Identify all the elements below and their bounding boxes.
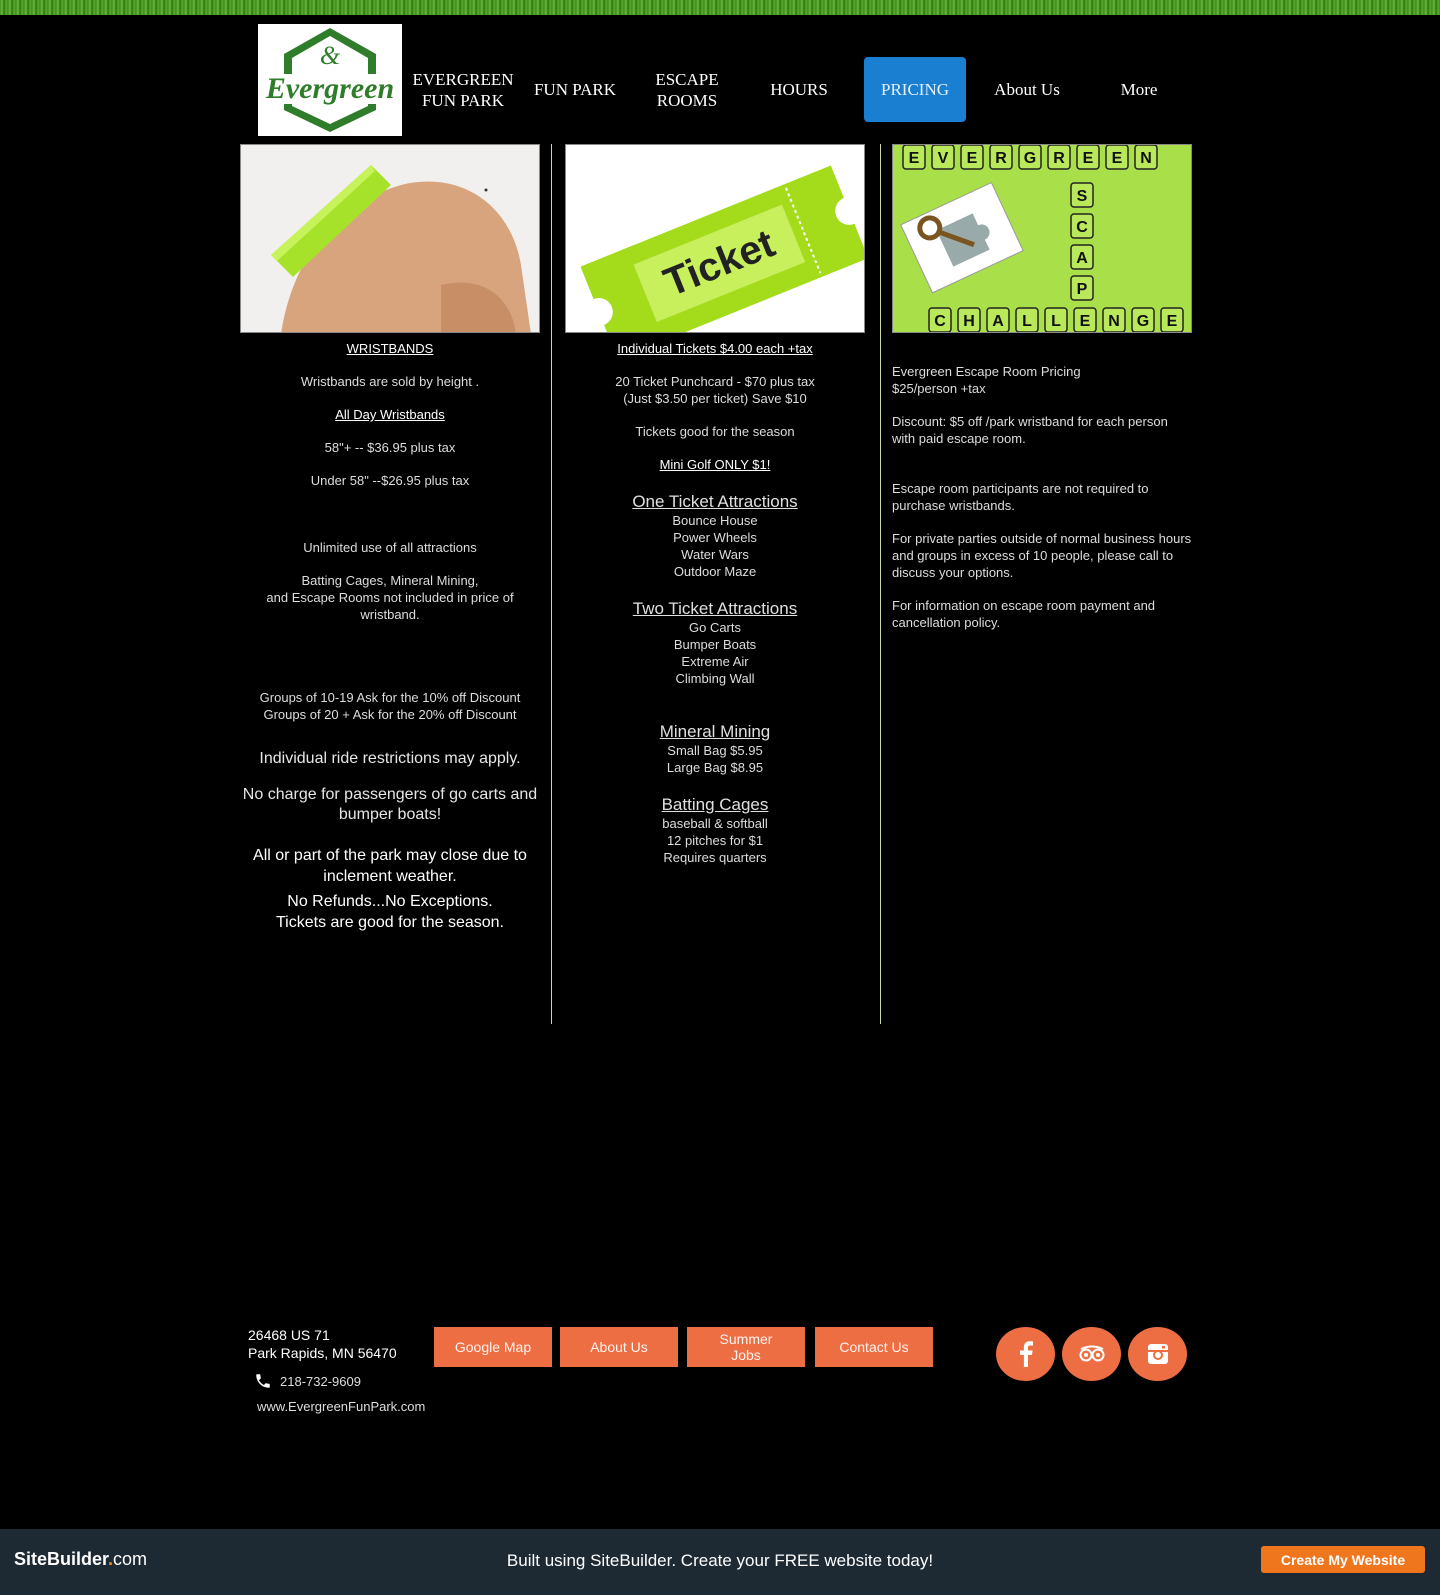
two-ticket-item: Climbing Wall bbox=[675, 671, 755, 686]
letter-tile-text: S bbox=[1076, 188, 1088, 205]
sitebuilder-com: com bbox=[113, 1549, 148, 1569]
escape-challenge-image bbox=[892, 144, 1192, 333]
google-map-button[interactable]: Google Map bbox=[434, 1327, 552, 1367]
punchcard-price: 20 Ticket Punchcard - $70 plus tax bbox=[615, 374, 815, 389]
ride-restrictions: Individual ride restrictions may apply. bbox=[259, 750, 521, 767]
escape-room-column bbox=[892, 144, 1192, 631]
column-divider bbox=[880, 144, 881, 1024]
mini-golf-price: Mini Golf ONLY $1! bbox=[659, 457, 771, 472]
batting-cages-heading: Batting Cages bbox=[661, 795, 769, 814]
escape-pricing-price: $25/person +tax bbox=[892, 381, 986, 396]
instagram-button[interactable] bbox=[1128, 1327, 1187, 1381]
unlimited-use: Unlimited use of all attractions bbox=[303, 540, 477, 555]
facebook-button[interactable] bbox=[996, 1327, 1055, 1381]
facebook-icon bbox=[1015, 1341, 1037, 1367]
all-day-wristbands: All Day Wristbands bbox=[335, 407, 445, 422]
nav-evergreen-fun-park[interactable]: EVERGREEN FUN PARK bbox=[412, 69, 514, 110]
nav-pricing[interactable]: PRICING bbox=[864, 57, 966, 122]
escape-discount: Discount: $5 off /park wristband for each person with paid escape room. bbox=[892, 414, 1168, 446]
ticket-image bbox=[565, 144, 865, 333]
letter-tile-text: N bbox=[1108, 313, 1120, 330]
letter-tile-text: H bbox=[963, 313, 975, 330]
price-under-58: Under 58" --$26.95 plus tax bbox=[310, 473, 470, 488]
payment-policy-note: For information on escape room payment and cancellation policy. bbox=[892, 598, 1156, 630]
letter-tile-text: E bbox=[966, 150, 978, 167]
nav-more[interactable]: More bbox=[1120, 80, 1158, 99]
letter-tile-text: V bbox=[937, 150, 949, 167]
mining-item: Small Bag $5.95 bbox=[667, 743, 763, 758]
tripadvisor-icon bbox=[1079, 1345, 1105, 1363]
letter-tile-text: E bbox=[1166, 313, 1178, 330]
one-ticket-heading: One Ticket Attractions bbox=[632, 492, 798, 511]
escape-pricing-title: Evergreen Escape Room Pricing bbox=[892, 364, 1081, 379]
one-ticket-item: Outdoor Maze bbox=[673, 564, 757, 579]
sitebuilder-promo-text: Built using SiteBuilder. Create your FREE website today! bbox=[506, 1551, 934, 1570]
tickets-good-season: Tickets good for the season bbox=[635, 424, 795, 439]
evergreen-logo-image bbox=[258, 24, 402, 136]
contact-us-button[interactable]: Contact Us bbox=[815, 1327, 933, 1367]
svg-text:Ticket: Ticket bbox=[657, 221, 781, 306]
one-ticket-item: Power Wheels bbox=[673, 530, 757, 545]
weather-note: All or part of the park may close due to inclement weather. bbox=[253, 847, 527, 885]
two-ticket-item: Go Carts bbox=[688, 620, 741, 635]
wristbands-heading: WRISTBANDS bbox=[346, 341, 434, 356]
letter-tile-text: G bbox=[1136, 313, 1150, 330]
letter-tile-text: A bbox=[992, 313, 1004, 330]
letter-tile-text: E bbox=[1111, 150, 1123, 167]
sitebuilder-brand: SiteBuilder bbox=[14, 1549, 109, 1569]
two-ticket-heading: Two Ticket Attractions bbox=[632, 599, 798, 618]
group-discount-10: Groups of 10-19 Ask for the 10% off Discount bbox=[259, 690, 521, 705]
summer-jobs-button[interactable]: Summer Jobs bbox=[687, 1327, 805, 1367]
letter-tile-text: A bbox=[1076, 250, 1088, 267]
letter-tile-text: L bbox=[1022, 313, 1032, 330]
punchcard-savings: (Just $3.50 per ticket) Save $10 bbox=[623, 391, 807, 406]
one-ticket-item: Water Wars bbox=[681, 547, 749, 562]
letter-tile-text: P bbox=[1076, 281, 1088, 298]
site-logo[interactable] bbox=[258, 24, 402, 136]
svg-text:Evergreen: Evergreen bbox=[265, 72, 395, 105]
wristbands-column bbox=[240, 144, 540, 933]
letter-tile-text: R bbox=[1053, 150, 1065, 167]
svg-text:&: & bbox=[319, 41, 341, 70]
phone-number[interactable]: 218-732-9609 bbox=[280, 1373, 361, 1389]
letter-tile-text: E bbox=[1082, 150, 1094, 167]
letter-tile-text: C bbox=[934, 313, 946, 330]
group-discount-20: Groups of 20 + Ask for the 20% off Discount bbox=[263, 707, 517, 722]
sitebuilder-dot: . bbox=[108, 1549, 114, 1569]
passengers-note: No charge for passengers of go carts and bumper boats! bbox=[242, 786, 538, 823]
letter-tile-text: C bbox=[1076, 219, 1088, 236]
address-line-2: Park Rapids, MN 56470 bbox=[248, 1345, 397, 1361]
letter-tile-text: L bbox=[1051, 313, 1061, 330]
individual-tickets-heading: Individual Tickets $4.00 each +tax bbox=[617, 341, 813, 356]
price-over-58: 58"+ -- $36.95 plus tax bbox=[324, 440, 456, 455]
address bbox=[248, 1326, 397, 1362]
letter-tile-text: G bbox=[1023, 150, 1037, 167]
batting-item: Requires quarters bbox=[663, 850, 767, 865]
phone-icon bbox=[254, 1372, 272, 1390]
tickets-column bbox=[565, 144, 865, 866]
nav-about-us[interactable]: About Us bbox=[994, 80, 1060, 99]
wristband-image bbox=[240, 144, 540, 333]
two-ticket-item: Bumper Boats bbox=[673, 637, 757, 652]
column-divider bbox=[551, 144, 552, 1024]
address-line-1: 26468 US 71 bbox=[248, 1327, 330, 1343]
sold-by-height: Wristbands are sold by height . bbox=[300, 374, 480, 389]
letter-tile-text: E bbox=[1079, 313, 1091, 330]
sitebuilder-bar bbox=[0, 1529, 1440, 1595]
letter-tile-text: N bbox=[1140, 150, 1152, 167]
mineral-mining-heading: Mineral Mining bbox=[659, 722, 771, 741]
mining-item: Large Bag $8.95 bbox=[666, 760, 764, 775]
batting-item: baseball & softball bbox=[662, 816, 768, 831]
no-refunds: No Refunds...No Exceptions. bbox=[287, 893, 493, 910]
about-us-button[interactable]: About Us bbox=[560, 1327, 678, 1367]
website-url[interactable]: www.EvergreenFunPark.com bbox=[257, 1399, 426, 1414]
not-included: Batting Cages, Mineral Mining, and Escape Rooms not included in price of wristband. bbox=[266, 573, 514, 622]
private-parties-note: For private parties outside of normal business hours and groups in excess of 10 people, please call to discuss your options. bbox=[892, 531, 1192, 580]
tickets-season: Tickets are good for the season. bbox=[276, 914, 504, 931]
instagram-icon bbox=[1147, 1343, 1169, 1365]
letter-tile-text: R bbox=[995, 150, 1007, 167]
nav-escape-rooms[interactable]: ESCAPE ROOMS bbox=[655, 69, 719, 110]
tripadvisor-button[interactable] bbox=[1062, 1327, 1121, 1381]
grass-banner bbox=[0, 0, 1440, 15]
escape-participants-note: Escape room participants are not required to purchase wristbands. bbox=[892, 481, 1149, 513]
two-ticket-item: Extreme Air bbox=[681, 654, 749, 669]
letter-tile-text: E bbox=[908, 150, 920, 167]
batting-item: 12 pitches for $1 bbox=[666, 833, 764, 848]
nav-hours[interactable]: HOURS bbox=[770, 80, 828, 99]
one-ticket-item: Bounce House bbox=[672, 513, 758, 528]
create-my-website-button[interactable]: Create My Website bbox=[1261, 1546, 1425, 1573]
nav-fun-park[interactable]: FUN PARK bbox=[533, 80, 617, 99]
phone bbox=[254, 1372, 361, 1390]
